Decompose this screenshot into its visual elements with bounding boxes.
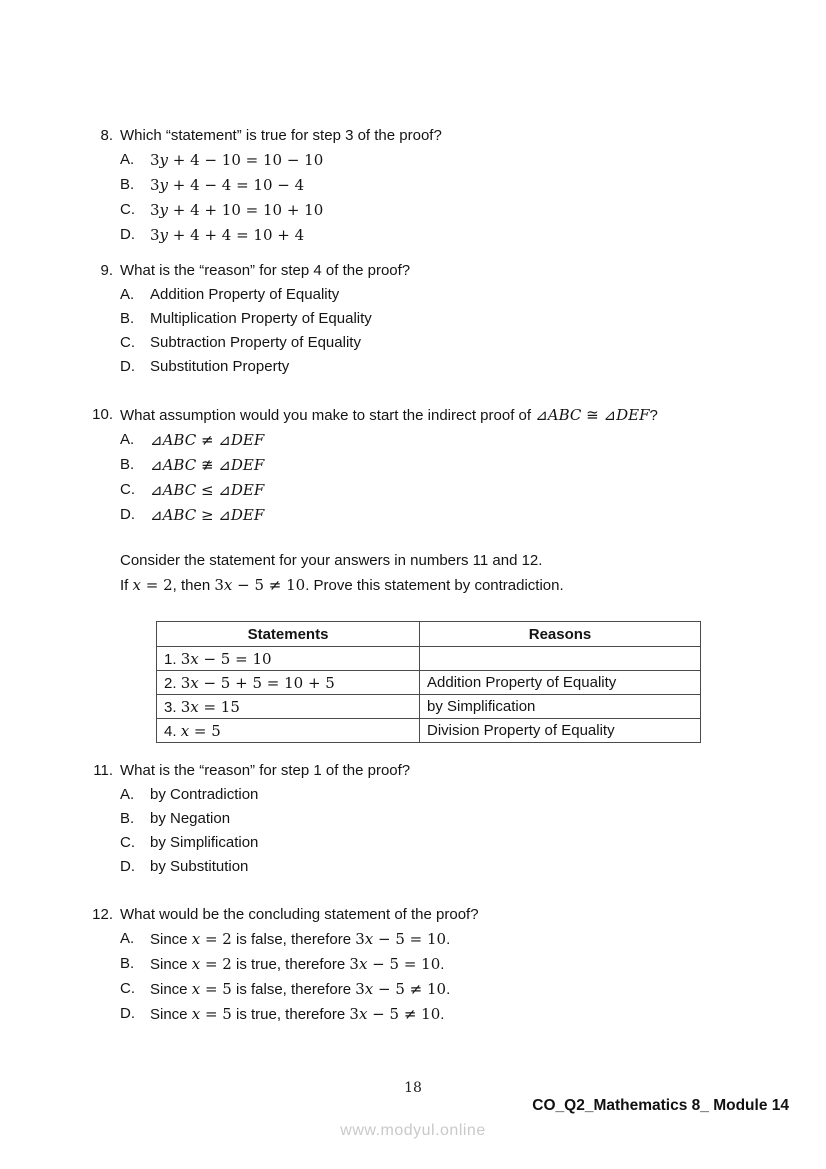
statement-intro-line: [120, 549, 826, 573]
option-b: [120, 807, 826, 831]
option-text: [150, 223, 304, 248]
text-segment: What assumption would you make to start the indirect proof of: [120, 407, 536, 424]
question-number: 11.: [93, 762, 113, 779]
text-segment: Since: [150, 1006, 192, 1023]
text-segment: Which “statement” is true for step 3 of the proof?: [120, 127, 442, 144]
option-text: [150, 428, 264, 453]
question-9: [0, 259, 826, 379]
table-header-statements: Statements: [157, 622, 420, 647]
question-8: [0, 124, 826, 248]
reason-cell: Addition Property of Equality: [420, 671, 701, 695]
math-expression: 3x − 5 = 10: [180, 649, 272, 668]
table-row: [157, 719, 701, 743]
text-segment: Subtraction Property of Equality: [150, 334, 361, 351]
math-expression: x = 2: [191, 955, 232, 973]
question-number: 12.: [92, 906, 113, 923]
option-d: [120, 855, 826, 879]
option-c: [120, 198, 826, 223]
option-letter: C.: [120, 201, 135, 218]
option-text: [150, 783, 258, 807]
text-segment: is false, therefore: [231, 931, 356, 948]
text-segment: .: [446, 931, 451, 948]
question-10: [0, 403, 826, 528]
question-heading: [87, 403, 826, 428]
question-12: [0, 903, 826, 1027]
option-letter: C.: [120, 834, 135, 851]
option-b: [120, 952, 826, 977]
option-c: [120, 977, 826, 1002]
option-text: [150, 148, 323, 173]
text-segment: is false, therefore: [231, 981, 356, 998]
option-text: [150, 198, 323, 223]
text-segment: is true, therefore: [231, 1006, 350, 1023]
option-text: [150, 855, 248, 879]
site-watermark: www.modyul.online: [340, 1122, 486, 1139]
math-expression: 3x − 5 ≠ 10: [355, 980, 447, 998]
table-header-reasons: Reasons: [420, 622, 701, 647]
text-segment: by Negation: [150, 810, 231, 827]
option-letter: C.: [120, 980, 135, 997]
option-a: [120, 148, 826, 173]
text-segment: by Substitution: [150, 858, 249, 875]
math-expression: 3x − 5 = 10: [349, 955, 441, 973]
math-expression: 3x − 5 ≠ 10: [349, 1005, 441, 1023]
text-segment: .: [440, 1006, 445, 1023]
text-segment: by Contradiction: [150, 786, 259, 803]
option-d: [120, 355, 826, 379]
text-segment: Consider the statement for your answers in numbers 11 and 12.: [120, 552, 543, 569]
question-text: [120, 124, 442, 148]
option-letter: C.: [120, 481, 135, 498]
option-letter: D.: [120, 506, 135, 523]
option-text: [150, 952, 444, 977]
option-letter: A.: [120, 786, 135, 803]
math-expression: x = 2: [132, 576, 173, 594]
option-text: [150, 283, 339, 307]
table-row: [157, 647, 701, 671]
text-segment: What would be the concluding statement of the proof?: [120, 906, 479, 923]
option-text: [150, 453, 264, 478]
text-segment: Addition Property of Equality: [150, 286, 340, 303]
question-number: 10.: [92, 406, 113, 423]
statement-cell: [157, 647, 420, 671]
text-segment: What is the “reason” for step 1 of the proof?: [120, 762, 411, 779]
option-text: [150, 927, 450, 952]
reason-cell: [420, 647, 701, 671]
option-a: [120, 927, 826, 952]
math-expression: x = 5: [191, 980, 232, 998]
math-expression: ⊿ABC ≠ ⊿DEF: [150, 431, 265, 449]
option-a: [120, 428, 826, 453]
option-text: [150, 807, 230, 831]
option-text: [150, 503, 264, 528]
option-d: [120, 503, 826, 528]
option-text: [150, 331, 361, 355]
page-number: 18: [404, 1080, 422, 1096]
option-letter: D.: [120, 358, 135, 375]
option-letter: B.: [120, 176, 135, 193]
math-expression: 3y + 4 − 10 = 10 − 10: [150, 151, 324, 169]
proof-table: [156, 621, 701, 743]
text-segment: 3.: [164, 698, 181, 716]
math-expression: x = 5: [191, 1005, 232, 1023]
option-letter: B.: [120, 810, 135, 827]
question-heading: [87, 903, 826, 927]
math-expression: 3x − 5 ≠ 10: [214, 576, 306, 594]
option-letter: A.: [120, 286, 135, 303]
text-segment: .: [440, 956, 445, 973]
table-row: [157, 671, 701, 695]
option-d: [120, 1002, 826, 1027]
math-expression: 3y + 4 + 4 = 10 + 4: [150, 226, 305, 244]
option-text: [150, 977, 450, 1002]
question-heading: [87, 124, 826, 148]
text-segment: 4.: [164, 722, 181, 740]
option-letter: B.: [120, 456, 135, 473]
question-text: [120, 259, 410, 283]
option-c: [120, 331, 826, 355]
math-expression: ⊿ABC ≇ ⊿DEF: [150, 456, 265, 474]
text-segment: If: [120, 577, 133, 594]
option-a: [120, 283, 826, 307]
math-expression: ⊿ABC ≥ ⊿DEF: [150, 506, 265, 524]
math-expression: 3x − 5 + 5 = 10 + 5: [180, 673, 335, 692]
text-segment: 1.: [164, 650, 181, 668]
option-text: [150, 355, 289, 379]
question-text: [120, 403, 658, 428]
math-expression: 3y + 4 − 4 = 10 − 4: [150, 176, 305, 194]
text-segment: Multiplication Property of Equality: [150, 310, 372, 327]
statement-intro-line: [120, 573, 826, 598]
statement-cell: [157, 671, 420, 695]
math-expression: ⊿ABC ≅ ⊿DEF: [535, 406, 650, 424]
text-segment: Substitution Property: [150, 358, 290, 375]
proof-table-header-row: [157, 622, 701, 647]
option-b: [120, 453, 826, 478]
text-segment: Since: [150, 956, 192, 973]
text-segment: ?: [649, 407, 658, 424]
option-letter: B.: [120, 955, 135, 972]
text-segment: is true, therefore: [231, 956, 350, 973]
math-expression: 3x = 15: [180, 697, 240, 716]
option-b: [120, 173, 826, 198]
table-row: [157, 695, 701, 719]
question-number: 9.: [100, 262, 113, 279]
text-segment: by Simplification: [150, 834, 259, 851]
option-letter: D.: [120, 858, 135, 875]
option-letter: C.: [120, 334, 135, 351]
text-segment: Since: [150, 981, 192, 998]
question-number: 8.: [100, 127, 113, 144]
reason-cell: Division Property of Equality: [420, 719, 701, 743]
option-letter: D.: [120, 1005, 135, 1022]
question-11: [0, 759, 826, 879]
option-text: [150, 173, 304, 198]
text-segment: 2.: [164, 674, 181, 692]
option-text: [150, 478, 264, 503]
math-expression: 3y + 4 + 10 = 10 + 10: [150, 201, 324, 219]
module-footer-label: CO_Q2_Mathematics 8_ Module 14: [532, 1097, 789, 1114]
option-letter: A.: [120, 431, 135, 448]
text-segment: Since: [150, 931, 192, 948]
math-expression: x = 5: [180, 721, 221, 740]
text-segment: , then: [172, 577, 215, 594]
statement-cell: [157, 719, 420, 743]
option-b: [120, 307, 826, 331]
option-text: [150, 307, 372, 331]
text-segment: .: [446, 981, 451, 998]
question-heading: [87, 259, 826, 283]
option-letter: A.: [120, 151, 135, 168]
option-letter: A.: [120, 930, 135, 947]
option-d: [120, 223, 826, 248]
math-expression: ⊿ABC ≤ ⊿DEF: [150, 481, 265, 499]
math-expression: 3x − 5 = 10: [355, 930, 447, 948]
option-c: [120, 478, 826, 503]
statement-cell: [157, 695, 420, 719]
text-segment: What is the “reason” for step 4 of the proof?: [120, 262, 411, 279]
option-text: [150, 1002, 444, 1027]
question-heading: [87, 759, 826, 783]
text-segment: . Prove this statement by contradiction.: [305, 577, 564, 594]
option-letter: D.: [120, 226, 135, 243]
option-letter: B.: [120, 310, 135, 327]
math-expression: x = 2: [191, 930, 232, 948]
question-text: [120, 903, 479, 927]
question-text: [120, 759, 410, 783]
option-c: [120, 831, 826, 855]
statement-intro: [0, 549, 826, 598]
option-text: [150, 831, 258, 855]
option-a: [120, 783, 826, 807]
reason-cell: by Simplification: [420, 695, 701, 719]
